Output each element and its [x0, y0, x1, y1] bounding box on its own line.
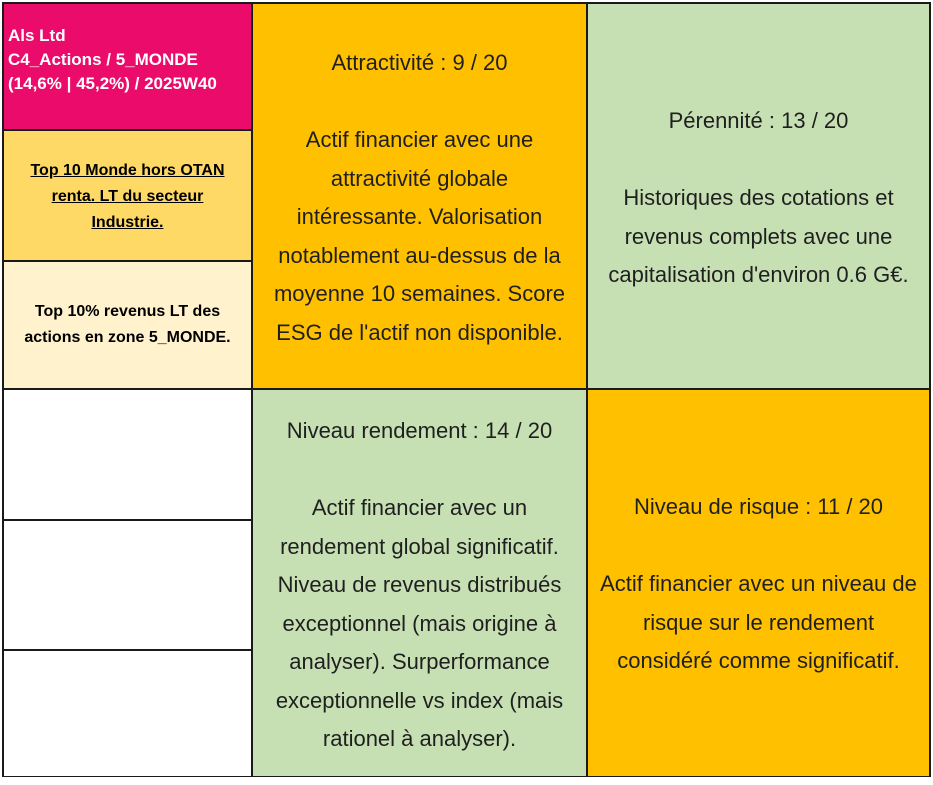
attractivite-panel	[252, 2, 587, 389]
rendement-title: Niveau rendement : 14 / 20	[286, 418, 553, 443]
rendement-line: rationel à analyser).	[322, 726, 517, 751]
risque-line: risque sur le rendement	[642, 609, 875, 635]
rendement-line: exceptionnel (mais origine à	[282, 610, 557, 636]
rendement-line: Niveau de revenus distribués	[277, 572, 562, 597]
risque-title: Niveau de risque : 11 / 20	[633, 494, 884, 519]
attractivite-line: intéressante. Valorisation	[296, 204, 543, 229]
perennite-panel	[587, 2, 931, 389]
asset-category: C4_Actions / 5_MONDE	[8, 50, 198, 69]
asset-metrics: (14,6% | 45,2%) / 2025W40	[8, 74, 217, 93]
tag-line: renta. LT du secteur	[51, 187, 204, 205]
rendement-line: rendement global significatif.	[280, 533, 559, 559]
ranking-tag-zone	[2, 261, 252, 389]
perennite-title: Pérennité : 13 / 20	[668, 108, 849, 133]
company-name: Als Ltd	[8, 26, 66, 45]
rendement-line: Actif financier avec un	[311, 495, 528, 520]
rendement-panel	[252, 389, 587, 777]
attractivite-line: ESG de l'actif non disponible.	[276, 319, 563, 345]
ranking-tag-sector	[2, 130, 252, 261]
bottom-strip	[0, 777, 933, 785]
attractivite-title: Attractivité : 9 / 20	[331, 50, 508, 75]
risque-line: Actif financier avec un niveau de	[600, 571, 917, 596]
attractivite-line: attractivité globale	[330, 165, 509, 191]
asset-header	[2, 2, 252, 130]
perennite-line: Historiques des cotations et	[623, 185, 894, 210]
tag-line: Top 10 Monde hors OTAN	[30, 161, 225, 179]
risque-line: considéré comme significatif.	[617, 648, 900, 673]
attractivite-line: Actif financier avec une	[305, 127, 534, 152]
tag-line: actions en zone 5_MONDE.	[24, 329, 231, 346]
empty-cell	[2, 389, 252, 520]
attractivite-line: notablement au-dessus de la	[278, 242, 561, 268]
perennite-line: revenus complets avec une	[624, 223, 893, 249]
rendement-line: exceptionnelle vs index (mais	[275, 687, 564, 713]
attractivite-line: moyenne 10 semaines. Score	[273, 281, 566, 306]
rendement-line: analyser). Surperformance	[289, 649, 550, 674]
perennite-line: capitalisation d'environ 0.6 G€.	[608, 262, 909, 287]
empty-cell	[2, 650, 252, 777]
risque-panel	[587, 389, 931, 777]
tag-line: Industrie.	[91, 213, 164, 231]
empty-cell	[2, 520, 252, 650]
tag-line: Top 10% revenus LT des	[34, 303, 221, 320]
